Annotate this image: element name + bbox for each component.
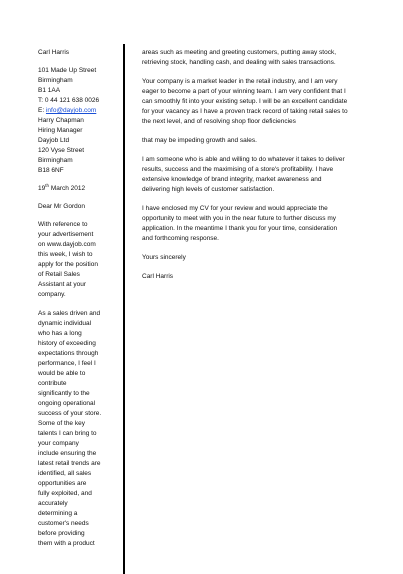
date-suffix: th	[45, 183, 49, 188]
right-paragraph	[142, 136, 374, 146]
text-line: the next level, and of resolving shop floor deficiencies	[142, 118, 296, 125]
recipient-city: Birmingham	[38, 157, 73, 164]
right-paragraph	[142, 48, 374, 68]
text-line: significantly to the	[38, 390, 90, 397]
text-line: opportunity to meet with you in the near future to further discuss my	[142, 215, 337, 222]
email-prefix: E:	[38, 107, 45, 114]
text-line: of Retail Sales	[38, 271, 80, 278]
text-line: talents I can bring to	[38, 430, 97, 437]
right-paragraph	[142, 155, 374, 195]
recipient-street: 120 Vyse Street	[38, 147, 85, 154]
text-line: identified, all sales	[38, 470, 92, 477]
text-line: accurately	[38, 500, 68, 507]
text-line: performance, I feel I	[38, 360, 96, 367]
recipient-company: Dayjob Ltd	[38, 137, 70, 144]
sender-phone: T: 0 44 121 638 0026	[38, 97, 100, 104]
left-paragraph	[38, 309, 118, 549]
text-line: areas such as meeting and greeting customers, putting away stock,	[142, 49, 337, 56]
text-line: fully exploited, and	[38, 490, 92, 497]
left-column	[38, 48, 118, 558]
text-line: Some of the key	[38, 420, 85, 427]
text-line: before providing	[38, 530, 85, 537]
sender-postcode: B1 1AA	[38, 87, 61, 94]
text-line: results, success and the maximising of a store's profitability. I have	[142, 166, 334, 173]
date-day: 19	[38, 185, 46, 192]
text-line: determining a	[38, 510, 78, 517]
text-line: history of exceeding	[38, 340, 96, 347]
text-line: and forthcoming response.	[142, 235, 219, 242]
text-line: customer's needs	[38, 520, 89, 527]
text-line: delivering high levels of customer satisfaction.	[142, 186, 275, 193]
text-line: extensive knowledge of brand integrity, market awareness and	[142, 176, 322, 183]
sender-email-line	[38, 106, 118, 116]
right-paragraph	[142, 204, 374, 244]
text-line: I am someone who is able and willing to do whatever it takes to deliver	[142, 156, 345, 163]
text-line: company.	[38, 291, 66, 298]
sender-city: Birmingham	[38, 77, 73, 84]
recipient-title: Hiring Manager	[38, 127, 83, 134]
text-line: opportunities are	[38, 480, 87, 487]
text-line: retrieving stock, handling cash, and dealing with sales transactions.	[142, 59, 336, 66]
right-paragraph	[142, 77, 374, 127]
text-line: I have enclosed my CV for your review and would appreciate the	[142, 205, 328, 212]
letter-date	[38, 184, 118, 194]
text-line: on www.dayjob.com	[38, 241, 96, 248]
text-line: success of your store.	[38, 410, 102, 417]
text-line: With reference to	[38, 221, 88, 228]
text-line: application. In the meantime I thank you for your time, consideration	[142, 225, 338, 232]
text-line: this week, I wish to	[38, 251, 93, 258]
right-body-text	[142, 48, 374, 291]
text-line: Carl Harris	[142, 273, 174, 280]
text-line: contribute	[38, 380, 67, 387]
sender-street: 101 Made Up Street	[38, 67, 97, 74]
text-line: Assistant at your	[38, 281, 87, 288]
text-line: expectations through	[38, 350, 99, 357]
recipient-postcode: B18 6NF	[38, 167, 64, 174]
text-line: can smoothly fit into your existing setup. I will be an excellent candidate	[142, 98, 348, 105]
text-line: latest retail trends are	[38, 460, 101, 467]
text-line: that may be impeding growth and sales.	[142, 137, 257, 144]
email-link[interactable]: info@dayjob.com	[45, 107, 97, 114]
column-divider	[123, 44, 125, 574]
date-rest: March 2012	[50, 185, 86, 192]
text-line: Yours sincerely	[142, 254, 186, 261]
text-line: your advertisement	[38, 231, 94, 238]
text-line: apply for the position	[38, 261, 98, 268]
left-paragraph	[38, 220, 118, 300]
text-line: eager to become a part of your winning team. I am very confident that I	[142, 88, 346, 95]
left-body-text	[38, 220, 118, 549]
text-line: who has a long	[38, 330, 82, 337]
text-line: ongoing operational	[38, 400, 96, 407]
recipient-name: Harry Chapman	[38, 117, 84, 124]
text-line: dynamic individual	[38, 320, 92, 327]
text-line: for your vacancy as I have a proven track record of taking retail sales to	[142, 108, 348, 115]
text-line: As a sales driven and	[38, 310, 101, 317]
text-line: your company	[38, 440, 79, 447]
right-paragraph	[142, 272, 374, 282]
salutation: Dear Mr Gordon	[38, 203, 85, 210]
text-line: them with a product	[38, 540, 95, 547]
text-line: Your company is a market leader in the retail industry, and I am very	[142, 78, 338, 85]
text-line: include ensuring the	[38, 450, 97, 457]
right-paragraph	[142, 253, 374, 263]
sender-name: Carl Harris	[38, 49, 70, 56]
text-line: would be able to	[38, 370, 86, 377]
